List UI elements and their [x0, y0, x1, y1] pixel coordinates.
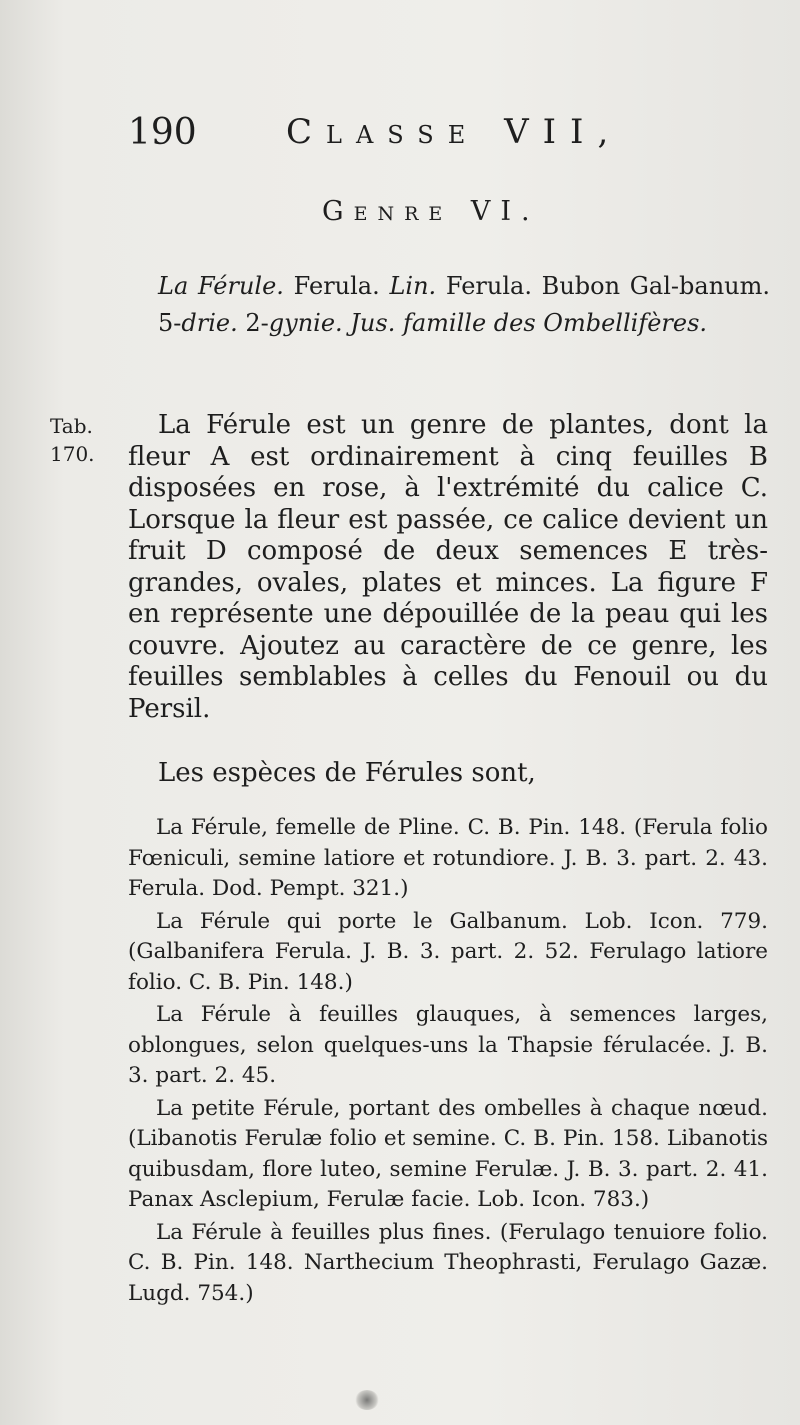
genus-name-fr: La Férule. — [158, 272, 284, 300]
drie-label: drie. — [181, 309, 238, 337]
genus-intro — [158, 268, 770, 342]
gynie-number: 2- — [245, 309, 269, 337]
class-title: Classe VII, — [286, 112, 623, 152]
page-number: 190 — [128, 112, 197, 153]
species-item: La Férule, femelle de Pline. C. B. Pin. 148. (Ferula folio Fœniculi, semine latiore et rotundiore. J. B. 3. part. 2. 43. Ferula. Dod. Pempt. 321.) — [128, 815, 768, 901]
family-name: famille des Ombellifères. — [402, 309, 708, 337]
plate-number: 170. — [50, 442, 95, 466]
gynie-label: gynie. — [268, 309, 343, 337]
description-paragraph: La Férule est un genre de plantes, dont la fleur A est ordinairement à cinq feuilles B disposées en rose, à l'extrémité du calice C. Lorsque la fleur est passée, ce calice devient un fruit D composé de deux semences E très-grandes, ovales, plates et minces. La figure F en représente une dépouillée de la peau qui les couvre. Ajoutez au caractère de ce genre, les feuilles semblables à celles du Fenouil ou du Persil. — [128, 410, 768, 724]
species-item: La petite Férule, portant des ombelles à chaque nœud. (Libanotis Ferulæ folio et semine. C. B. Pin. 158. Libanotis quibusdam, flore luteo, semine Ferulæ. J. B. 3. part. 2. 41. Panax Asclepium, Ferulæ facie. Lob. Icon. 783.) — [128, 1095, 768, 1212]
species-item: La Férule à feuilles glauques, à semences larges, oblongues, selon quelques-uns la Thapsie férulacée. J. B. 3. part. 2. 45. — [128, 1002, 768, 1088]
genus-description — [128, 410, 768, 725]
species-list — [128, 813, 768, 1311]
ink-smudge — [355, 1390, 379, 1410]
species-item: La Férule qui porte le Galbanum. Lob. Icon. 779. (Galbanifera Ferula. J. B. 3. part. 2. 52. Ferulago latiore folio. C. B. Pin. 148.) — [128, 908, 768, 995]
genre-title: Genre VI. — [322, 196, 540, 227]
species-heading: Les espèces de Férules sont, — [158, 758, 536, 788]
plate-reference — [50, 412, 110, 468]
linnaeus-ref: Lin. — [389, 272, 437, 300]
genus-synonyms: Ferula. Bubon Gal-banum. 5- — [158, 272, 770, 337]
genus-name-lat: Ferula. — [293, 272, 380, 300]
plate-label: Tab. — [50, 414, 93, 438]
species-item: La Férule à feuilles plus fines. (Ferulago tenuiore folio. C. B. Pin. 148. Narthecium Theophrasti, Ferulago Gazæ. Lugd. 754.) — [128, 1219, 768, 1306]
page-header — [128, 112, 648, 162]
jussieu-ref: Jus. — [350, 309, 396, 337]
